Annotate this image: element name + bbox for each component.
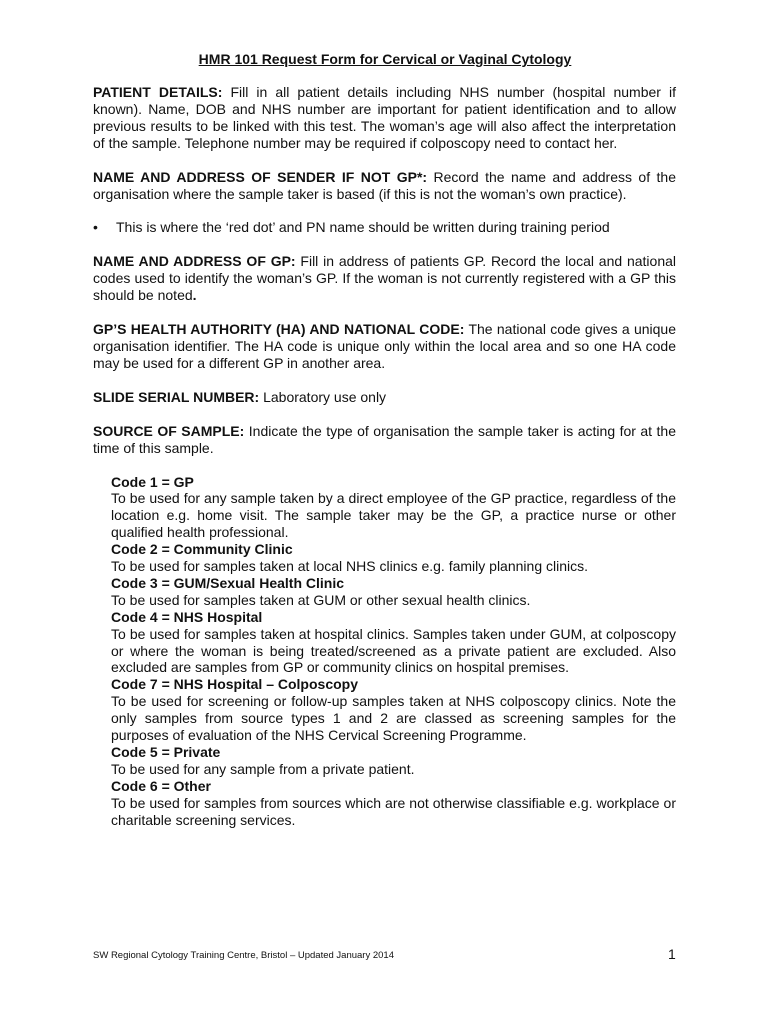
document-title: HMR 101 Request Form for Cervical or Vaginal Cytology — [198, 51, 572, 67]
source-text: Indicate the type of organisation the sample taker is acting for at the time of this sample. — [93, 422, 677, 456]
sender-heading: NAME AND ADDRESS OF SENDER IF NOT GP*: — [93, 168, 428, 185]
code-text: To be used for samples taken at hospital clinics. Samples taken under GUM, at colposcopy or where the woman is being treated/screened as a private patient are excluded. Also excluded are samples from GP or community clinics on hospital premises. — [111, 625, 676, 676]
code-title: Code 5 = Private — [111, 744, 221, 760]
sender-paragraph — [93, 169, 676, 203]
footer-text: SW Regional Cytology Training Centre, Bristol – Updated January 2014 — [93, 950, 394, 961]
list-item — [111, 609, 676, 677]
ha-heading: GP’S HEALTH AUTHORITY (HA) AND NATIONAL CODE: — [93, 321, 465, 338]
code-text: To be used for any sample from a private patient. — [111, 760, 415, 777]
source-codes-list — [111, 474, 676, 829]
ha-paragraph — [93, 321, 676, 372]
patient-details-text: Fill in all patient details including NHS number (hospital number if known). Name, DOB and NHS number are important for patient identification and to allow previous results to be linked with this test. The woman’s age will also affect the interpretation of the sample. Telephone number may be required if colposcopy need to contact her. — [93, 84, 677, 151]
code-text: To be used for samples from sources which are not otherwise classifiable e.g. workplace or charitable screening services. — [111, 794, 676, 828]
source-heading: SOURCE OF SAMPLE: — [93, 422, 245, 439]
list-item — [111, 474, 676, 542]
code-title: Code 6 = Other — [111, 777, 211, 794]
page-number: 1 — [668, 946, 676, 962]
code-text: To be used for any sample taken by a direct employee of the GP practice, regardless of the location e.g. home visit. The sample taker may be the GP, a practice nurse or other qualified health professional. — [111, 490, 676, 541]
slide-paragraph — [93, 389, 676, 406]
sender-text: Record the name and address of the organisation where the sample taker is based (if this is not the woman’s own practice). — [93, 168, 676, 202]
gp-heading: NAME AND ADDRESS OF GP: — [93, 253, 296, 270]
code-title: Code 4 = NHS Hospital — [111, 608, 263, 625]
bullet-icon: • — [93, 219, 98, 236]
slide-heading: SLIDE SERIAL NUMBER: — [93, 388, 260, 405]
red-dot-bullet — [93, 219, 676, 236]
list-item — [111, 541, 676, 575]
code-title: Code 7 = NHS Hospital – Colposcopy — [111, 676, 358, 693]
gp-paragraph — [93, 253, 676, 304]
source-paragraph — [93, 423, 676, 457]
code-text: To be used for screening or follow-up samples taken at NHS colposcopy clinics. Note the only samples from source types 1 and 2 are classed as screening samples for the purposes of evaluation of the NHS Cervical Screening Programme. — [111, 693, 676, 744]
slide-text: Laboratory use only — [259, 388, 387, 405]
gp-text: Fill in address of patients GP. Record the local and national codes used to identify the woman’s GP. If the woman is not currently registered with a GP this should be noted — [93, 253, 677, 304]
code-text: To be used for samples taken at local NHS clinics e.g. family planning clinics. — [111, 558, 588, 575]
list-item — [111, 575, 676, 609]
patient-details-paragraph — [93, 84, 676, 152]
list-item — [111, 676, 676, 744]
patient-details-heading: PATIENT DETAILS: — [93, 84, 223, 100]
code-title: Code 2 = Community Clinic — [111, 541, 293, 558]
ha-text: The national code gives a unique organisation identifier. The HA code is unique only within the local area and so one HA code may be used for a different GP in another area. — [93, 321, 677, 371]
code-title: Code 3 = GUM/Sexual Health Clinic — [111, 574, 345, 591]
list-item — [111, 778, 676, 829]
list-item — [111, 744, 676, 778]
code-text: To be used for samples taken at GUM or other sexual health clinics. — [111, 591, 531, 608]
document-body — [93, 84, 676, 829]
code-title: Code 1 = GP — [111, 473, 194, 490]
bullet-text: This is where the ‘red dot’ and PN name should be written during training period — [116, 219, 610, 236]
gp-end: . — [192, 287, 197, 304]
